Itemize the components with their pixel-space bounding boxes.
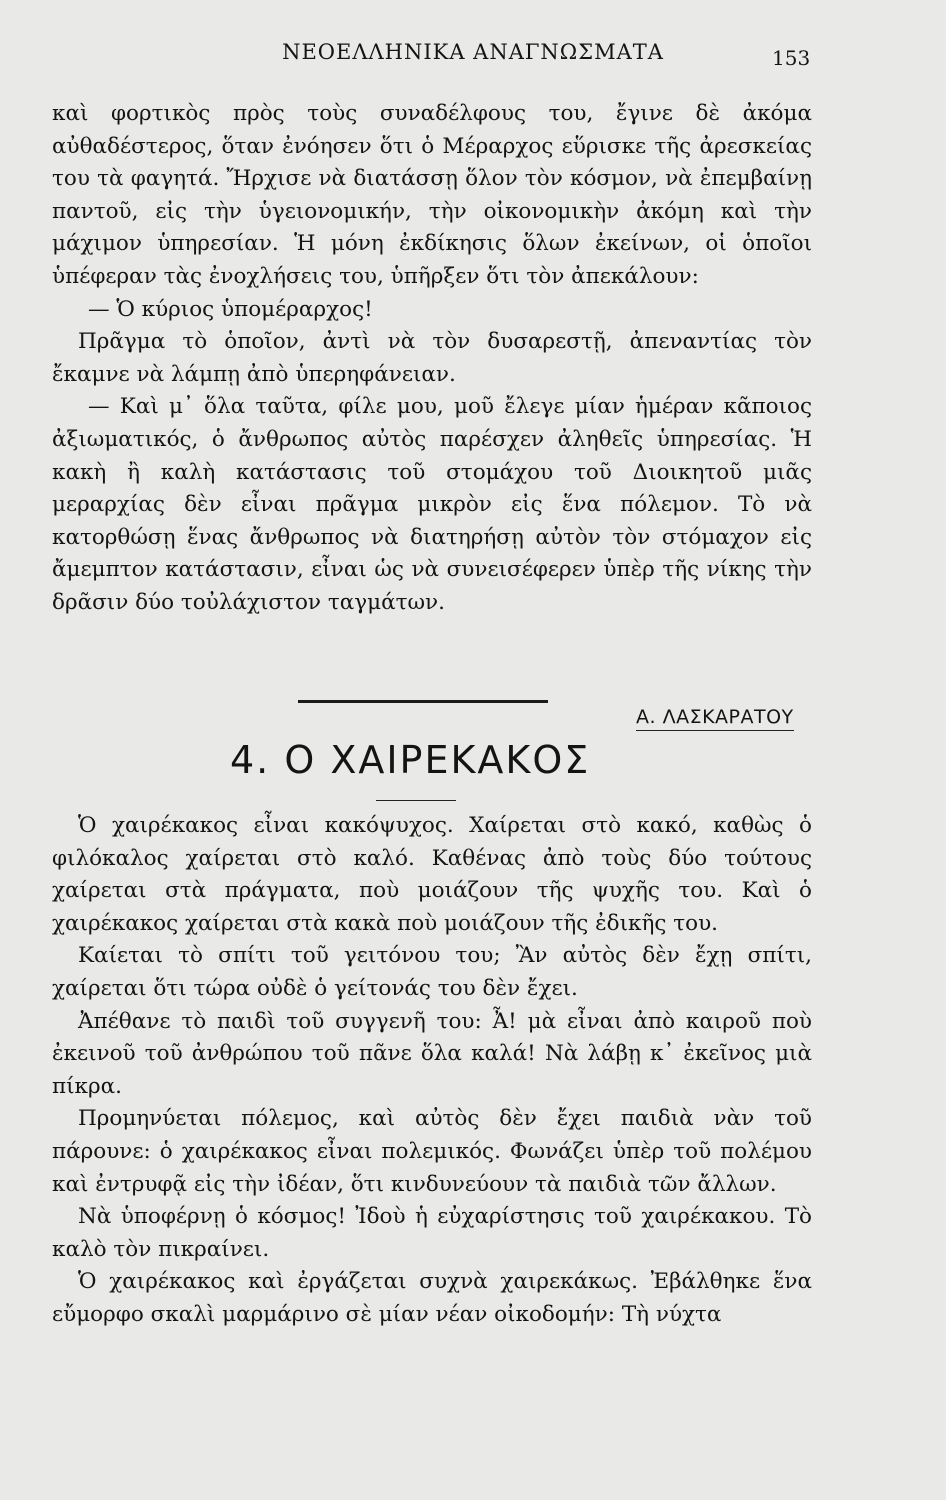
previous-text-body <box>52 98 812 620</box>
paragraph: Ὁ χαιρέκακος εἶναι κακόψυχος. Χαίρεται στὸ κακό, καθὼς ὁ φιλόκαλος χαίρεται στὸ καλό. Καθένας ἀπὸ τοὺς δύο τούτους χαίρεται στὰ πράγματα, ποὺ μοιάζουν τῆς ψυχῆς του. Καὶ ὁ χαιρέκακος χαίρεται στὰ κακὰ ποὺ μοιάζουν τῆς ἐδικῆς του. <box>52 813 812 936</box>
title-underline-rule <box>376 800 456 801</box>
paragraph: — Καὶ μ᾿ ὅλα ταῦτα, φίλε μου, μοῦ ἔλεγε μίαν ἡμέραν κᾶποιος ἀξιωματικός, ὁ ἄνθρωπος αὐτὸς παρέσχεν ἀληθεῖς ὑπηρεσίας. Ἡ κακὴ ἢ καλὴ κατάστασις τοῦ στομάχου τοῦ Διοικητοῦ μιᾶς μεραρχίας δὲν εἶναι πρᾶγμα μικρὸν εἰς ἕνα πόλεμον. Τὸ νὰ κατορθώσῃ ἕνας ἄνθρωπος νὰ διατηρήσῃ αὐτὸν τὸν στόμαχον εἰς ἄμεμπτον κατάστασιν, εἶναι ὡς νὰ συνεισέφερεν ὑπὲρ τῆς νίκης τὴν δρᾶσιν δύο τοὐλάχιστον ταγμάτων. <box>52 394 812 615</box>
section-body <box>52 810 812 1332</box>
paragraph: καὶ φορτικὸς πρὸς τοὺς συναδέλφους του, ἔγινε δὲ ἀκόμα αὐθαδέστερος, ὅταν ἐνόησεν ὅτι ὁ Μέραρχος εὕρισκε τῆς ἀρεσκείας του τὰ φαγητά. Ἤρχισε νὰ διατάσσῃ ὅλον τὸν κόσμον, νὰ ἐπεμβαίνῃ παντοῦ, εἰς τὴν ὑγειονομικήν, τὴν οἰκονομικὴν ἀκόμη καὶ τὴν μάχιμον ὑπηρεσίαν. Ἡ μόνη ἐκδίκησις ὅλων ἐκείνων, οἱ ὁποῖοι ὑπέφεραν τὰς ἐνοχλήσεις του, ὑπῆρξεν ὅτι τὸν ἀπεκάλουν: <box>52 101 812 289</box>
paragraph: Ὁ χαιρέκακος καὶ ἐργάζεται συχνὰ χαιρεκάκως. Ἐβάλθηκε ἕνα εὔμορφο σκαλὶ μαρμάρινο σὲ μίαν νέαν οἰκοδομήν: Τὴ νύχτα <box>52 1269 812 1327</box>
paragraph: Προμηνύεται πόλεμος, καὶ αὐτὸς δὲν ἔχει παιδιὰ νὰν τοῦ πάρουνε: ὁ χαιρέκακος εἶναι πολεμικός. Φωνάζει ὑπὲρ τοῦ πολέμου καὶ ἐντρυφᾷ εἰς τὴν ἰδέαν, ὅτι κινδυνεύουν τὰ παιδιὰ τῶν ἄλλων. <box>52 1106 812 1197</box>
separator-rule <box>298 700 548 703</box>
page-number: 153 <box>772 46 811 70</box>
paragraph: Καίεται τὸ σπίτι τοῦ γειτόνου του; Ἂν αὐτὸς δὲν ἔχῃ σπίτι, χαίρεται ὅτι τώρα οὐδὲ ὁ γείτονάς του δὲν ἔχει. <box>52 943 812 1001</box>
paragraph: Πρᾶγμα τὸ ὁποῖον, ἀντὶ νὰ τὸν δυσαρεστῇ, ἀπεναντίας τὸν ἔκαμνε νὰ λάμπῃ ἀπὸ ὑπερηφάνειαν. <box>52 329 812 387</box>
running-title: ΝΕΟΕΛΛΗΝΙΚΑ ΑΝΑΓΝΩΣΜΑΤΑ <box>282 40 664 64</box>
paragraph: Ἀπέθανε τὸ παιδὶ τοῦ συγγενῆ του: Ἆ! μὰ εἶναι ἀπὸ καιροῦ ποὺ ἐκεινοῦ τοῦ ἀνθρώπου τοῦ πᾶνε ὅλα καλά! Νὰ λάβῃ κ᾿ ἐκεῖνος μιὰ πίκρα. <box>52 1008 812 1099</box>
section-title: 4. Ο ΧΑΙΡΕΚΑΚΟΣ <box>230 738 591 782</box>
author-signature: Α. ΛΑΣΚΑΡΑΤΟΥ <box>636 706 794 731</box>
paragraph: Νὰ ὑποφέρνῃ ὁ κόσμος! Ἰδοὺ ἡ εὐχαρίστησις τοῦ χαιρέκακου. Τὸ καλὸ τὸν πικραίνει. <box>52 1204 812 1262</box>
paragraph: — Ὁ κύριος ὑπομέραρχος! <box>88 296 373 322</box>
